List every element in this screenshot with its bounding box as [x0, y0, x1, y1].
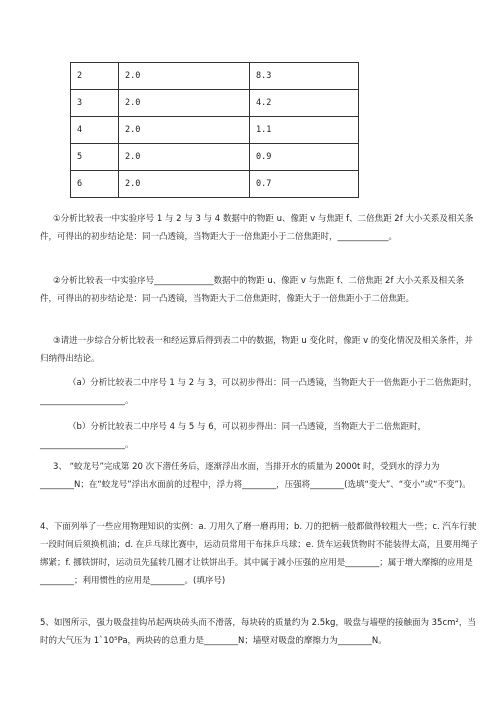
table-cell: 4 — [71, 117, 119, 144]
table-row — [71, 171, 359, 198]
table-cell: 2 — [71, 63, 119, 90]
table-cell: 4.2 — [250, 90, 359, 117]
question-5: 5、如图所示，强力吸盘挂钩吊起两块砖头而不滑落，每块砖的质量约为 2.5kg，吸盘与墙壁的接触面为 35cm²，当时的大气压为 1`10⁵Pa，两块砖的总重力是________N；墙壁对吸盘的摩擦力为________N。 — [40, 618, 476, 646]
table-row — [71, 117, 359, 144]
table-row — [71, 90, 359, 117]
table-cell: 0.7 — [250, 171, 359, 198]
table-cell: 2.0 — [119, 63, 250, 90]
table-cell: 5 — [71, 144, 119, 171]
table-cell: 6 — [71, 171, 119, 198]
table-cell: 0.9 — [250, 144, 359, 171]
table-row — [71, 63, 359, 90]
table-cell: 2.0 — [119, 90, 250, 117]
paragraph-sub-b: （b）分析比较表二中序号 4 与 5 与 6，可以初步得出：同一凸透镜，当物距大于二倍焦距时，____________________。 — [40, 422, 427, 450]
paragraph-sub-a: （a）分析比较表二中序号 1 与 2 与 3，可以初步得出：同一凸透镜，当物距大于一倍焦距小于二倍焦距时，____________________。 — [40, 378, 477, 406]
table-cell: 2.0 — [119, 144, 250, 171]
data-table — [70, 62, 359, 198]
paragraph-conclusion-1: ①分析比较表一中实验序号 1 与 2 与 3 与 4 数据中的物距 u、像距 v 与焦距 f、二倍焦距 2f 大小关系及相关条件，可得出的初步结论是：同一凸透镜，当物距大于一倍焦距小于二倍焦距时，____________。 — [40, 214, 474, 242]
table-cell: 8.3 — [250, 63, 359, 90]
question-4: 4、下面列举了一些应用物理知识的实例：a. 刀用久了磨一磨再用；b. 刀的把柄一般都做得较粗大一些；c. 汽车行驶一段时间后须换机油；d. 在乒乓球比赛中，运动员常用干布抹乒乓球；e. 货车运载货物时不能装得太高，且要用绳子绑紧；f. 挪铁饼时，运动员先猛转几圈才让铁饼出手。其中属于减小压强的应用是________；属于增大摩擦的应用是________；利用惯性的应用是________。(填序号) — [40, 522, 478, 586]
table-cell: 1.1 — [250, 117, 359, 144]
table-cell: 2.0 — [119, 171, 250, 198]
paragraph-conclusion-2: ②分析比较表一中实验序号______________数据中的物距 u、像距 v 与焦距 f、二倍焦距 2f 大小关系及相关条件，可得出的初步结论是：同一凸透镜，当物距大于二倍焦距时，像距大于一倍焦距小于二倍焦距。 — [40, 276, 465, 304]
table-cell: 3 — [71, 90, 119, 117]
table-row — [71, 144, 359, 171]
paragraph-instruction-3: ③请进一步综合分析比较表一和经运算后得到表二中的数据，物距 u 变化时，像距 v 的变化情况及相关条件，并归纳得出结论。 — [40, 336, 473, 364]
table-cell: 2.0 — [119, 117, 250, 144]
question-3: 3、 “蛟龙号”完成第 20 次下潜任务后，逐渐浮出水面，当排开水的质量为 2000t 时，受到水的浮力为________N；在“蛟龙号”浮出水面前的过程中，浮力将________，压强将________(选填“变大”、“变小”或“不变”)。 — [40, 462, 471, 490]
